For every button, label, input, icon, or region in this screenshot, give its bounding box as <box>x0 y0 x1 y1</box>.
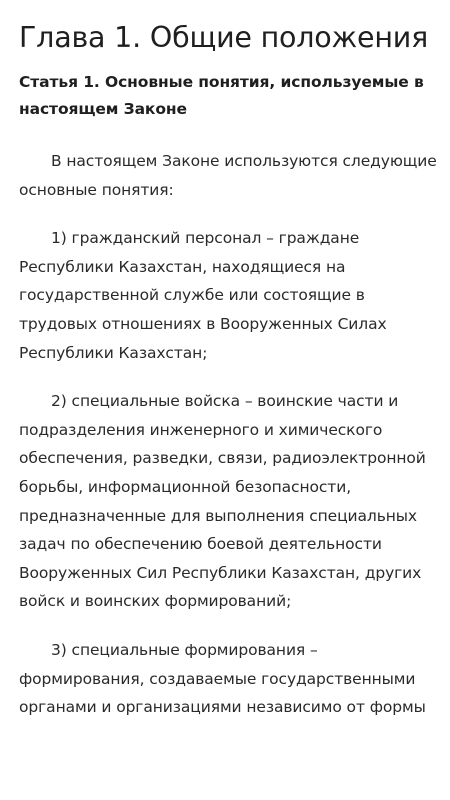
paragraph-item-3: 3) специальные формирования – формирования, создаваемые государственными органами и организациями независимо от формы <box>19 640 426 717</box>
article-title: Статья 1. Основные понятия, используемые в настоящем Законе <box>19 73 424 118</box>
paragraph-item-2: 2) специальные войска – воинские части и подразделения инженерного и химического обеспечения, разведки, связи, радиоэлектронной борьбы, информационной безопасности, предназначенные для выполнения специальных задач по обеспечению боевой деятельности Вооруженных Сил Республики Казахстан, других войск и воинских формирований; <box>19 392 426 611</box>
chapter-title: Глава 1. Общие положения <box>19 21 429 54</box>
paragraph-item-1: 1) гражданский персонал – граждане Республики Казахстан, находящиеся на государственной службе или состоящие в трудовых отношениях в Вооруженных Силах Республики Казахстан; <box>19 229 387 362</box>
paragraph-intro: В настоящем Законе используются следующие основные понятия: <box>19 152 437 199</box>
